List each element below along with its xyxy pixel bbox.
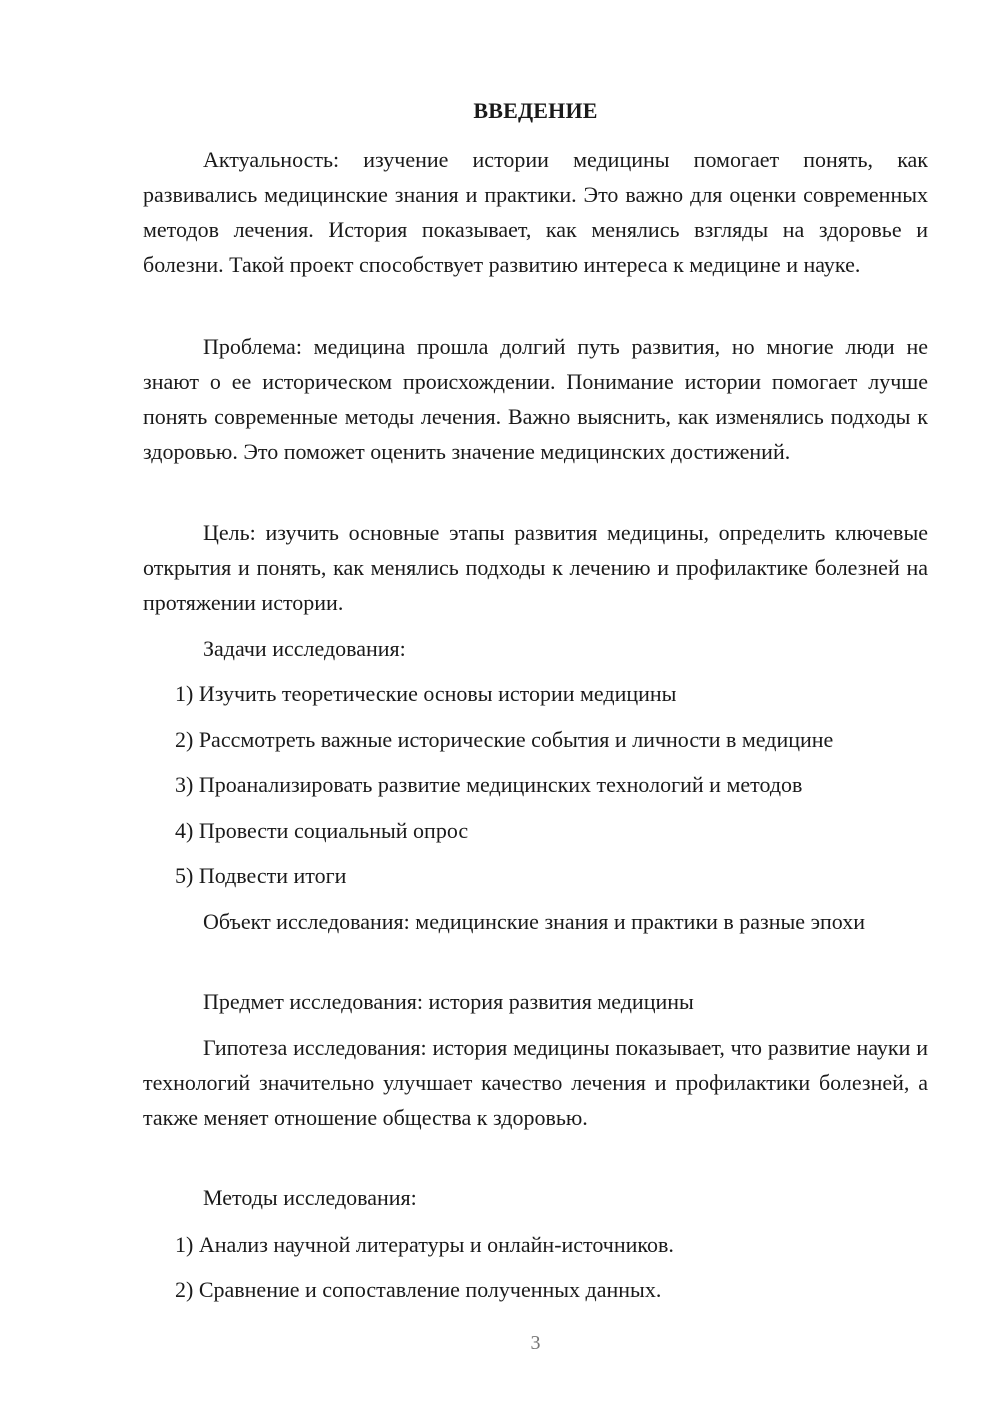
tasks-heading: Задачи исследования: — [203, 636, 406, 661]
task-item: 4) Провести социальный опрос — [175, 818, 469, 843]
problem-paragraph: Проблема: медицина прошла долгий путь развития, но многие люди не знают о ее историческом происхождении. Понимание истории помогает лучше понять современные методы лечения. Важно выяснить, как изменялись подходы к здоровью. Это поможет оценить значение медицинских достижений. — [143, 334, 928, 464]
page-number: 3 — [530, 1332, 541, 1354]
task-item: 2) Рассмотреть важные исторические события и личности в медицине — [175, 727, 834, 752]
relevance-paragraph: Актуальность: изучение истории медицины помогает понять, как развивались медицинские знания и практики. Это важно для оценки современных методов лечения. История показывает, как менялись взгляды на здоровье и болезни. Такой проект способствует развитию интереса к медицине и науке. — [143, 147, 928, 277]
document-page — [143, 0, 928, 1414]
method-item: 1) Анализ научной литературы и онлайн-источников. — [175, 1232, 674, 1257]
object-paragraph: Объект исследования: медицинские знания и практики в разные эпохи — [203, 909, 866, 934]
subject-paragraph: Предмет исследования: история развития медицины — [203, 989, 694, 1014]
goal-paragraph: Цель: изучить основные этапы развития медицины, определить ключевые открытия и понять, как менялись подходы к лечению и профилактике болезней на протяжении истории. — [143, 520, 928, 615]
task-item: 1) Изучить теоретические основы истории медицины — [175, 681, 677, 706]
task-item: 5) Подвести итоги — [175, 863, 347, 888]
section-title: ВВЕДЕНИЕ — [473, 98, 598, 123]
task-item: 3) Проанализировать развитие медицинских технологий и методов — [175, 772, 803, 797]
methods-heading: Методы исследования: — [203, 1185, 417, 1210]
method-item: 2) Сравнение и сопоставление полученных данных. — [175, 1277, 662, 1302]
hypothesis-paragraph: Гипотеза исследования: история медицины показывает, что развитие науки и технологий значительно улучшает качество лечения и профилактики болезней, а также меняет отношение общества к здоровью. — [143, 1035, 928, 1130]
